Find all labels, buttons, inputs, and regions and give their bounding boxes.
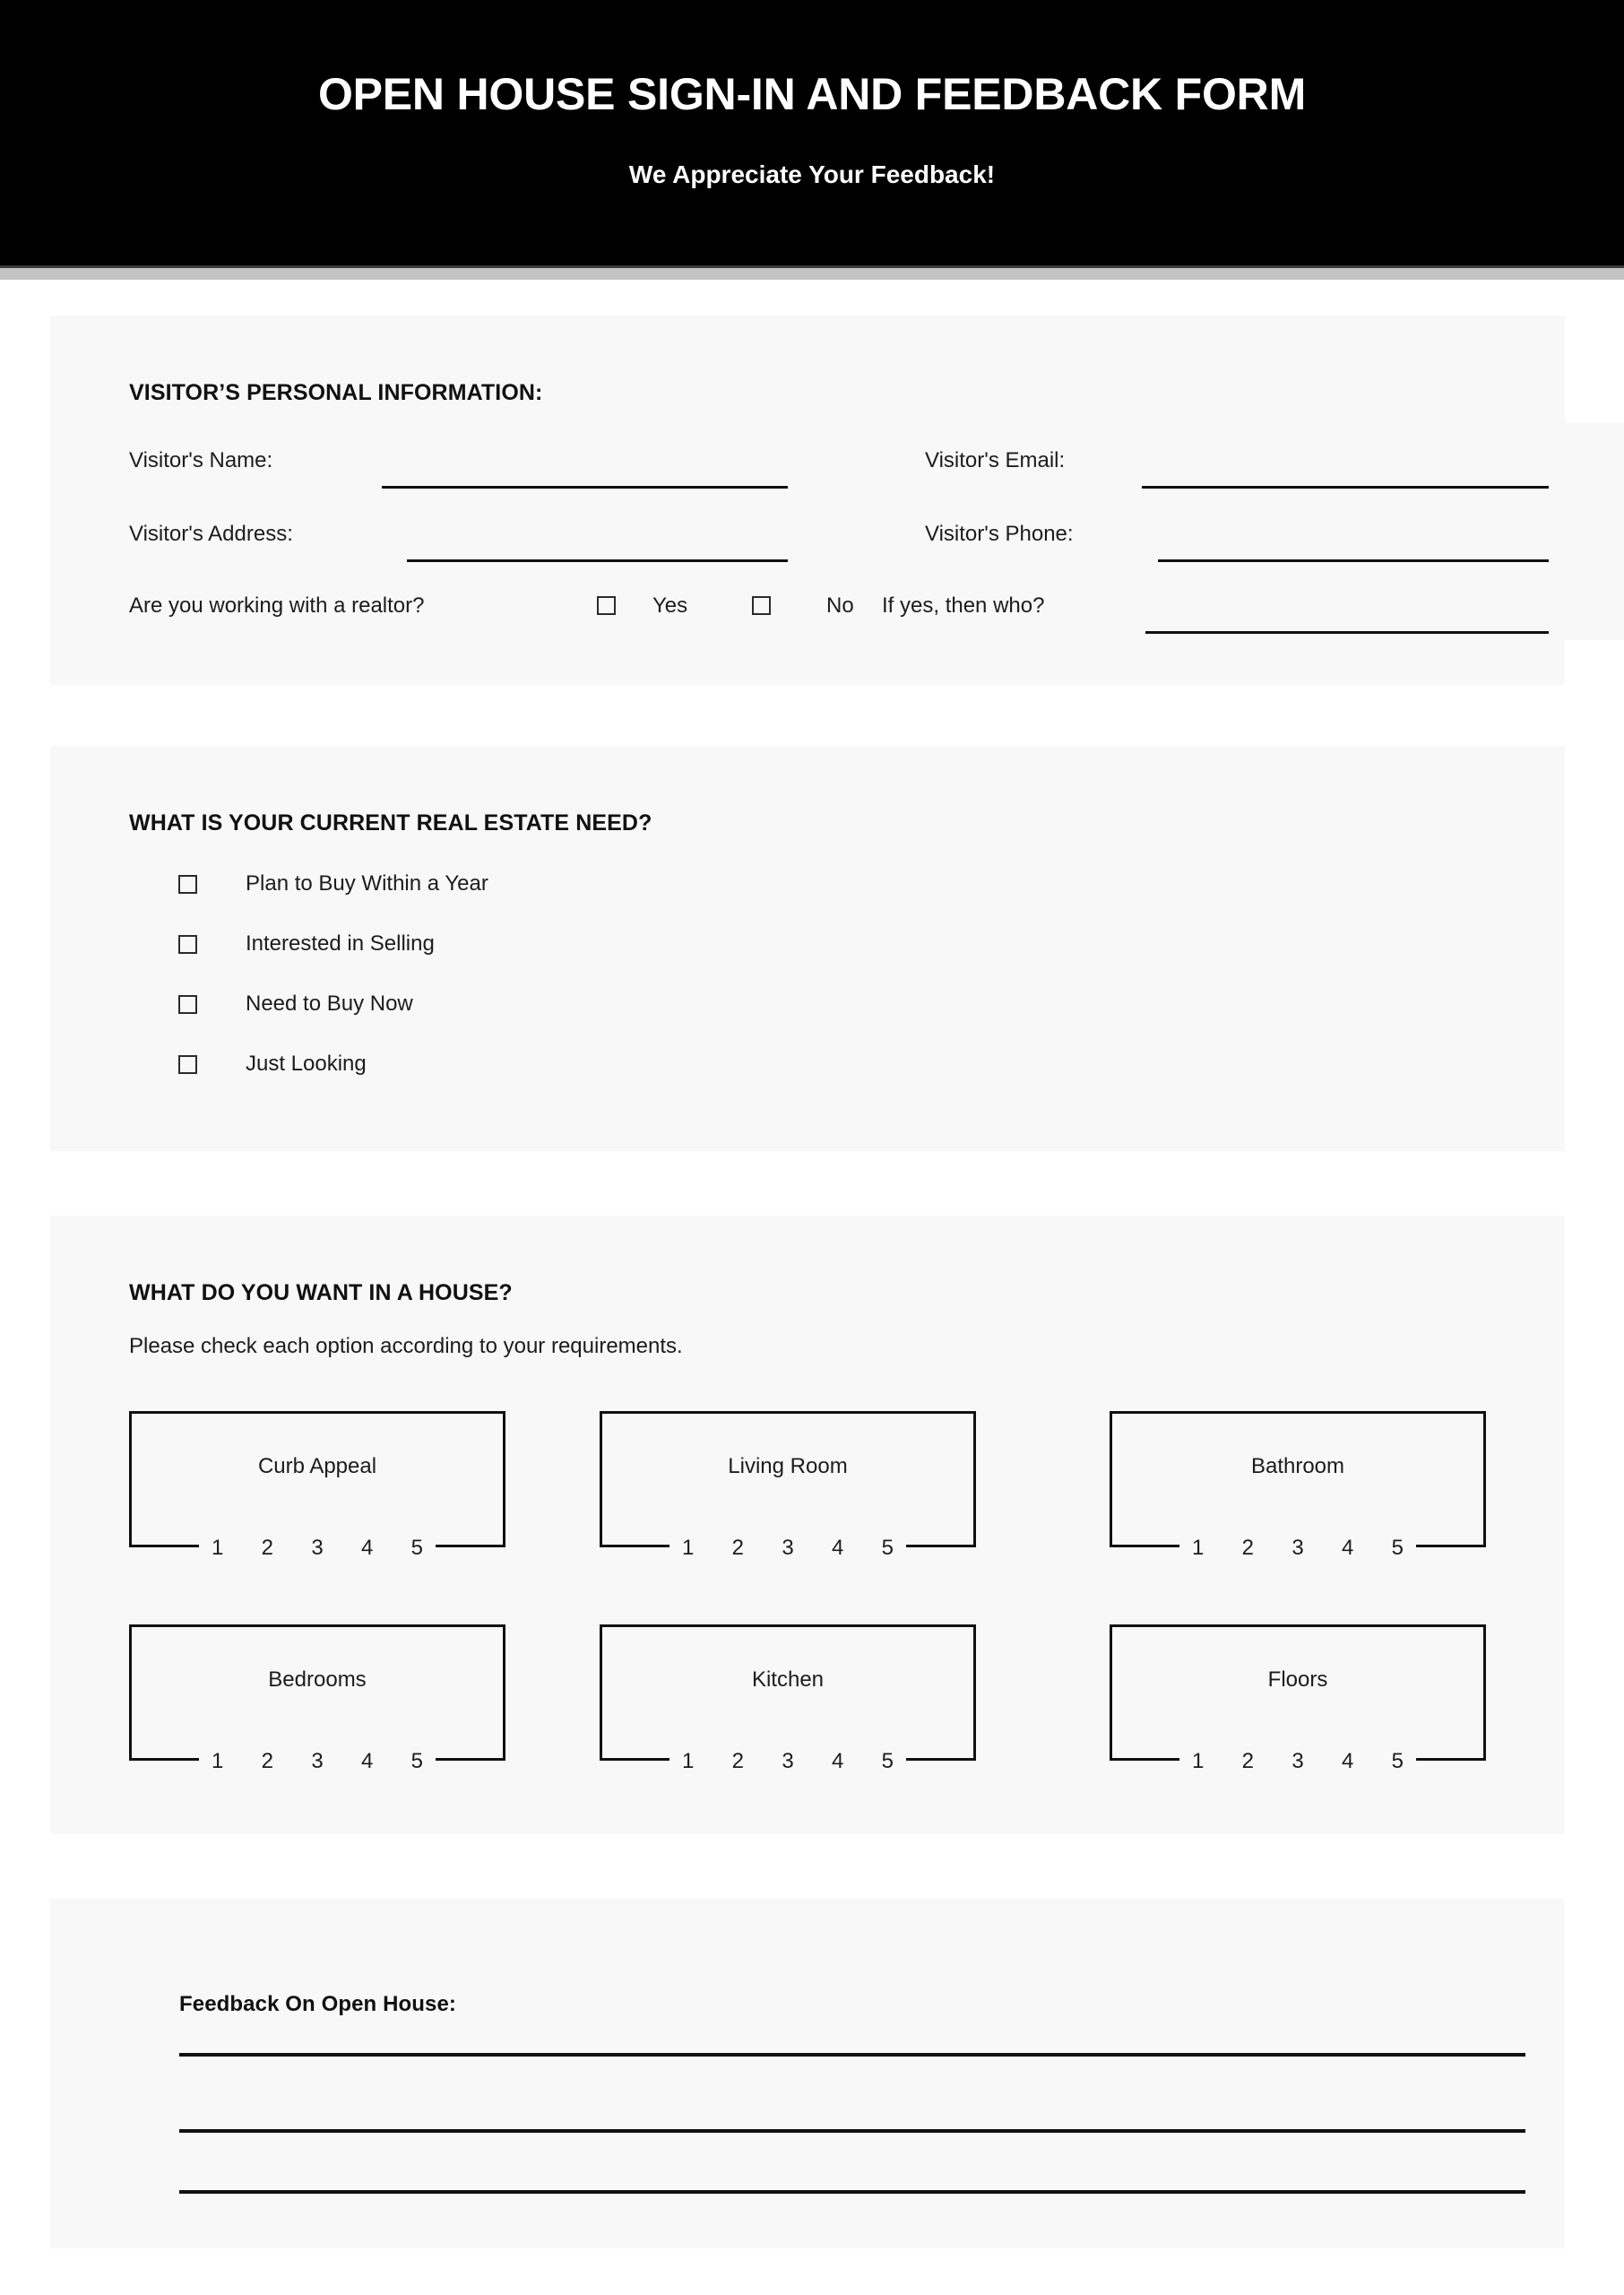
rating-box-border-right — [973, 1411, 976, 1547]
rating-value-2[interactable]: 2 — [261, 1536, 274, 1560]
rating-box-border-bottom-left — [600, 1758, 669, 1761]
rating-value-3[interactable]: 3 — [311, 1749, 324, 1773]
page-subtitle: We Appreciate Your Feedback! — [628, 160, 996, 188]
rating-box-border-bottom-left — [1110, 1545, 1179, 1547]
realtor-question-label: Are you working with a realtor? — [129, 593, 425, 618]
rating-scale[interactable] — [199, 1537, 436, 1559]
rating-value-3[interactable]: 3 — [1291, 1749, 1304, 1773]
rating-value-3[interactable]: 3 — [1291, 1536, 1304, 1560]
decorative-side-panel — [1564, 423, 1624, 640]
rating-box-border-bottom-right — [436, 1545, 505, 1547]
rating-value-4[interactable]: 4 — [831, 1749, 844, 1773]
rating-value-3[interactable]: 3 — [311, 1536, 324, 1560]
rating-value-4[interactable]: 4 — [1341, 1749, 1354, 1773]
visitor-name-label: Visitor's Name: — [129, 448, 273, 472]
rating-value-3[interactable]: 3 — [782, 1749, 794, 1773]
rating-box-border-top — [1110, 1411, 1486, 1414]
rating-label: Bathroom — [1250, 1454, 1345, 1478]
need-option-1-label: Interested in Selling — [246, 931, 435, 956]
realtor-no-label: No — [826, 593, 854, 618]
realtor-no-checkbox[interactable] — [752, 596, 771, 615]
rating-floors[interactable] — [1110, 1624, 1486, 1773]
page-title: OPEN HOUSE SIGN-IN AND FEEDBACK FORM — [317, 69, 1307, 119]
rating-box-border-right — [503, 1624, 505, 1761]
rating-value-3[interactable]: 3 — [782, 1536, 794, 1560]
rating-box-border-bottom-right — [436, 1758, 505, 1761]
rating-box-border-bottom-left — [129, 1545, 199, 1547]
realtor-yes-label: Yes — [652, 593, 688, 618]
rating-box-border-left — [1110, 1411, 1112, 1547]
need-option-0-checkbox[interactable] — [178, 875, 197, 894]
feedback-section-title: Feedback On Open House: — [179, 1992, 457, 2016]
rating-bathroom[interactable] — [1110, 1411, 1486, 1560]
realtor-followup-input[interactable] — [1145, 631, 1549, 634]
rating-value-2[interactable]: 2 — [261, 1749, 274, 1773]
rating-value-1[interactable]: 1 — [212, 1749, 224, 1773]
rating-box-border-right — [1483, 1411, 1486, 1547]
rating-scale[interactable] — [199, 1751, 436, 1772]
rating-value-2[interactable]: 2 — [731, 1749, 745, 1773]
rating-value-4[interactable]: 4 — [831, 1536, 844, 1560]
need-section-title: WHAT IS YOUR CURRENT REAL ESTATE NEED? — [129, 810, 652, 836]
rating-value-4[interactable]: 4 — [360, 1749, 374, 1773]
visitor-name-input[interactable] — [382, 486, 788, 489]
rating-box-border-top — [1110, 1624, 1486, 1627]
rating-label: Curb Appeal — [257, 1454, 377, 1478]
rating-curb-appeal[interactable] — [129, 1411, 505, 1560]
feedback-line-3[interactable] — [179, 2190, 1525, 2194]
visitor-email-label: Visitor's Email: — [925, 448, 1066, 472]
rating-value-5[interactable]: 5 — [1391, 1536, 1404, 1560]
rating-value-5[interactable]: 5 — [1391, 1749, 1404, 1773]
real-estate-need-card — [50, 746, 1565, 1151]
personal-section-title: VISITOR’S PERSONAL INFORMATION: — [129, 380, 543, 405]
need-option-3-checkbox[interactable] — [178, 1055, 197, 1074]
visitor-email-input[interactable] — [1142, 486, 1549, 489]
rating-box-border-bottom-left — [1110, 1758, 1179, 1761]
rating-value-5[interactable]: 5 — [881, 1536, 894, 1560]
rating-value-2[interactable]: 2 — [1241, 1536, 1255, 1560]
feedback-card — [50, 1899, 1565, 2248]
rating-box-border-top — [129, 1411, 505, 1414]
rating-kitchen[interactable] — [600, 1624, 976, 1773]
rating-value-1[interactable]: 1 — [212, 1536, 224, 1560]
visitor-phone-input[interactable] — [1158, 559, 1549, 562]
rating-value-1[interactable]: 1 — [682, 1749, 695, 1773]
house-instruction-text: Please check each option according to your requirements. — [129, 1334, 683, 1358]
rating-box-border-right — [973, 1624, 976, 1761]
realtor-yes-checkbox[interactable] — [597, 596, 616, 615]
rating-box-border-bottom-left — [129, 1758, 199, 1761]
rating-value-2[interactable]: 2 — [1241, 1749, 1255, 1773]
rating-value-5[interactable]: 5 — [410, 1536, 423, 1560]
rating-value-1[interactable]: 1 — [1192, 1749, 1205, 1773]
rating-value-1[interactable]: 1 — [1192, 1536, 1205, 1560]
rating-box-border-right — [1483, 1624, 1486, 1761]
rating-box-border-bottom-right — [906, 1758, 976, 1761]
need-option-1-checkbox[interactable] — [178, 935, 197, 954]
rating-scale[interactable] — [669, 1751, 906, 1772]
rating-box-border-bottom-left — [600, 1545, 669, 1547]
realtor-followup-label: If yes, then who? — [882, 593, 1045, 618]
rating-box-border-left — [600, 1411, 602, 1547]
rating-bedrooms[interactable] — [129, 1624, 505, 1773]
rating-label: Bedrooms — [268, 1667, 367, 1692]
rating-box-border-top — [600, 1411, 976, 1414]
rating-box-border-right — [503, 1411, 505, 1547]
feedback-line-1[interactable] — [179, 2053, 1525, 2057]
rating-box-border-left — [1110, 1624, 1112, 1761]
rating-scale[interactable] — [1179, 1537, 1416, 1559]
rating-label: Kitchen — [751, 1667, 825, 1692]
rating-box-border-top — [129, 1624, 505, 1627]
rating-box-border-top — [600, 1624, 976, 1627]
rating-scale[interactable] — [1179, 1751, 1416, 1772]
visitor-address-input[interactable] — [407, 559, 788, 562]
rating-box-border-left — [600, 1624, 602, 1761]
rating-value-4[interactable]: 4 — [360, 1536, 374, 1560]
rating-value-4[interactable]: 4 — [1341, 1536, 1354, 1560]
visitor-personal-information-card — [50, 316, 1565, 685]
visitor-phone-label: Visitor's Phone: — [925, 522, 1074, 546]
rating-value-5[interactable]: 5 — [881, 1749, 894, 1773]
page-header — [0, 0, 1624, 265]
rating-box-border-left — [129, 1624, 132, 1761]
rating-box-border-bottom-right — [1416, 1758, 1486, 1761]
need-option-2-checkbox[interactable] — [178, 995, 197, 1014]
rating-label: Floors — [1267, 1667, 1328, 1692]
need-option-0-label: Plan to Buy Within a Year — [246, 871, 488, 896]
header-divider-shadow — [0, 265, 1624, 268]
feedback-line-2[interactable] — [179, 2129, 1525, 2133]
rating-scale[interactable] — [669, 1537, 906, 1559]
rating-living-room[interactable] — [600, 1411, 976, 1560]
rating-value-1[interactable]: 1 — [682, 1536, 695, 1560]
rating-value-2[interactable]: 2 — [731, 1536, 745, 1560]
house-section-title: WHAT DO YOU WANT IN A HOUSE? — [129, 1280, 513, 1305]
rating-box-border-bottom-right — [1416, 1545, 1486, 1547]
rating-label: Living Room — [728, 1454, 848, 1478]
need-option-2-label: Need to Buy Now — [246, 992, 413, 1016]
rating-box-border-left — [129, 1411, 132, 1547]
rating-value-5[interactable]: 5 — [410, 1749, 423, 1773]
visitor-address-label: Visitor's Address: — [129, 522, 293, 546]
need-option-3-label: Just Looking — [246, 1052, 367, 1076]
rating-box-border-bottom-right — [906, 1545, 976, 1547]
house-preferences-card — [50, 1216, 1565, 1834]
